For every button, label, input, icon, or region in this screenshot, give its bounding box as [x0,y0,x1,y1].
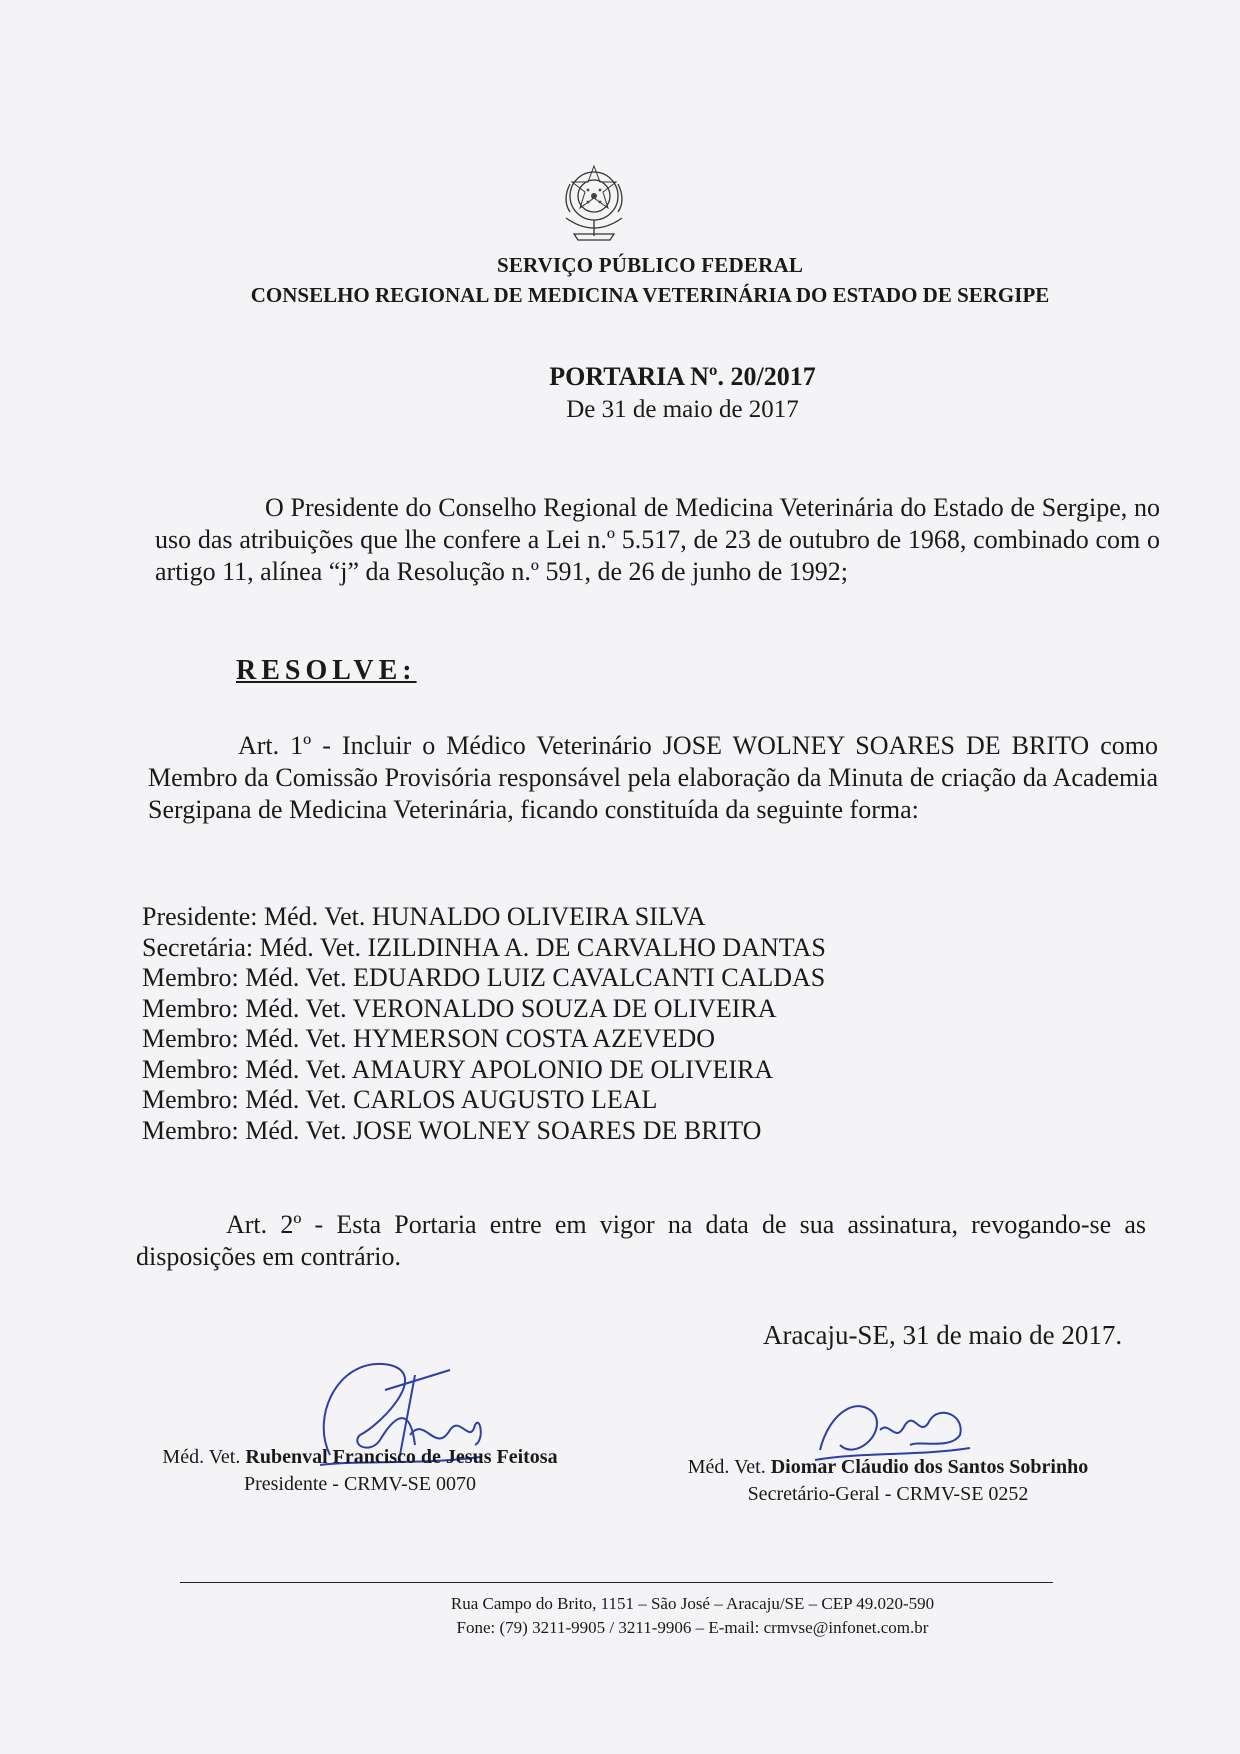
footer-address: Rua Campo do Brito, 1151 – São José – Aracaju/SE – CEP 49.020-590 [450,1594,935,1613]
brazil-coat-of-arms-icon [556,160,632,246]
document-date: De 31 de maio de 2017 [566,396,799,423]
signature-block-president [110,1446,610,1496]
place-date: Aracaju-SE, 31 de maio de 2017. [763,1320,1123,1350]
footer-divider [180,1582,1053,1583]
list-item: Secretária: Méd. Vet. IZILDINHA A. DE CARVALHO DANTAS [142,932,826,962]
signer-role: Presidente - CRMV-SE 0070 [243,1473,477,1495]
list-item: Membro: Méd. Vet. CARLOS AUGUSTO LEAL [142,1085,658,1114]
signer-name: Rubenval Francisco de Jesus Feitosa [245,1446,558,1468]
list-item: Presidente: Méd. Vet. HUNALDO OLIVEIRA SILVA [142,902,706,931]
footer [0,1592,1240,1640]
signature-prefix: Méd. Vet. [162,1446,241,1468]
list-item: Membro: Méd. Vet. JOSE WOLNEY SOARES DE BRITO [142,1115,762,1145]
signature-prefix: Méd. Vet. [687,1456,766,1478]
list-item: Membro: Méd. Vet. VERONALDO SOUZA DE OLIVEIRA [142,993,777,1023]
resolve-heading: RESOLVE: [236,655,417,686]
article-2: Art. 2º - Esta Portaria entre em vigor na data de sua assinatura, revogando-se as disposições em contrário. [136,1210,1146,1271]
header-council-line: CONSELHO REGIONAL DE MEDICINA VETERINÁRIA DO ESTADO DE SERGIPE [250,283,1050,307]
article-1: Art. 1º - Incluir o Médico Veterinário JOSE WOLNEY SOARES DE BRITO como Membro da Comissão Provisória responsável pela elaboração da Minuta de criação da Academia Sergipana de Medicina Veterinária, ficando constituída da seguinte forma: [148,731,1158,824]
header-service-line: SERVIÇO PÚBLICO FEDERAL [496,253,804,277]
intro-paragraph: O Presidente do Conselho Regional de Medicina Veterinária do Estado de Sergipe, no uso das atribuições que lhe confere a Lei n.º 5.517, de 23 de outubro de 1968, combinado com o artigo 11, alínea “j” da Resolução n.º 591, de 26 de junho de 1992; [155,493,1160,586]
signer-name: Diomar Cláudio dos Santos Sobrinho [770,1456,1089,1478]
footer-contact: Fone: (79) 3211-9905 / 3211-9906 – E-mail: crmvse@infonet.com.br [456,1618,929,1637]
list-item: Membro: Méd. Vet. HYMERSON COSTA AZEVEDO [142,1024,716,1053]
list-item: Membro: Méd. Vet. EDUARDO LUIZ CAVALCANTI CALDAS [142,963,826,992]
signer-role: Secretário-Geral - CRMV-SE 0252 [747,1483,1029,1505]
list-item: Membro: Méd. Vet. AMAURY APOLONIO DE OLIVEIRA [142,1054,774,1084]
signature-block-secretary [628,1456,1148,1506]
document-title: PORTARIA Nº. 20/2017 [549,362,816,391]
member-list [142,902,826,1146]
